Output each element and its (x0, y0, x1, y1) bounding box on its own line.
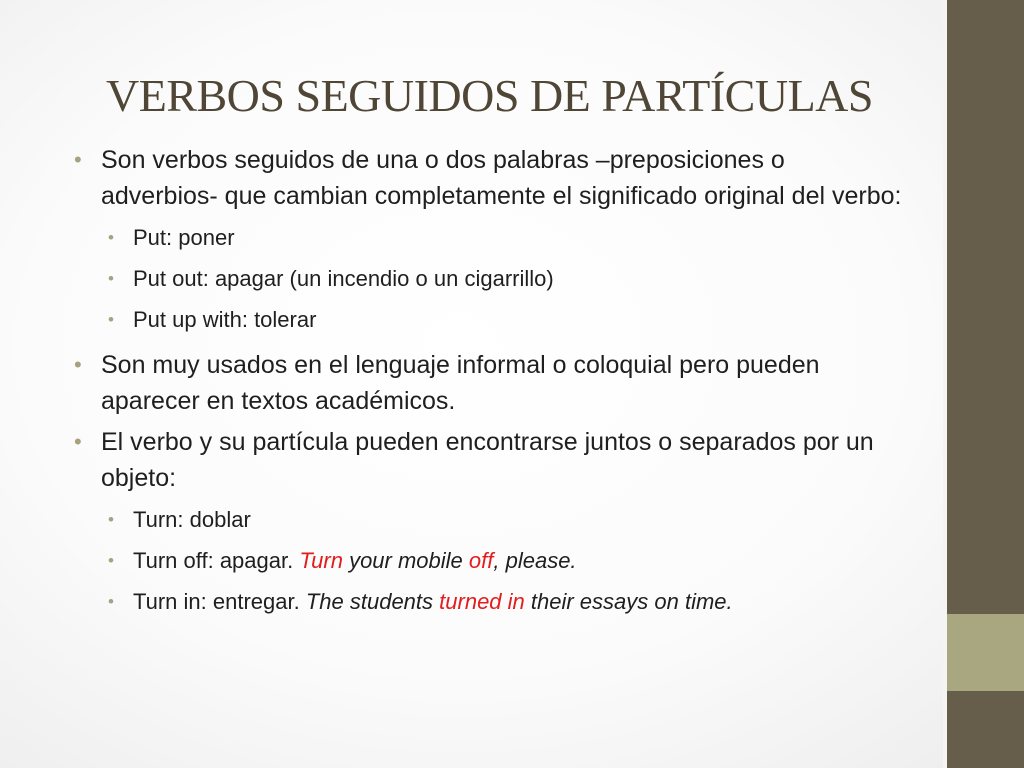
sub-item-put-up-with (72, 306, 902, 334)
sub-list-put (72, 219, 902, 334)
sub-bullet-dot-icon: • (108, 228, 114, 247)
sub-item-lead: Turn off: apagar. (133, 548, 300, 573)
example-highlight-particle: off (468, 548, 494, 573)
sub-item-put-out (72, 265, 902, 293)
sub-item-text: Put: poner (133, 225, 235, 250)
bullet-text: Son verbos seguidos de una o dos palabras –preposiciones o adverbios- que cambian completamente el significado original del verbo: (101, 146, 902, 210)
side-bar-accent (947, 614, 1024, 691)
example-highlight-verb: Turn (299, 548, 343, 573)
bullet-position (72, 424, 902, 496)
bullet-text: Son muy usados en el lenguaje informal o coloquial pero pueden aparecer en textos académicos. (101, 351, 820, 415)
sub-bullet-dot-icon: • (108, 510, 114, 529)
sub-item-lead: Turn in: entregar. (133, 589, 306, 614)
sub-item-text: Put out: apagar (un incendio o un cigarrillo) (133, 266, 554, 291)
bullet-dot-icon: • (74, 147, 82, 172)
bullet-dot-icon: • (74, 429, 82, 454)
sub-bullet-dot-icon: • (108, 551, 114, 570)
sub-item-put (72, 224, 902, 252)
sub-item-turn (72, 506, 902, 534)
example-text: your mobile (342, 548, 469, 573)
sub-item-turn-off (72, 547, 902, 575)
example-text-end: their essays on time. (524, 589, 733, 614)
bullet-definition (72, 142, 902, 214)
sub-item-turn-in (72, 588, 902, 616)
slide-title: VERBOS SEGUIDOS DE PARTÍCULAS (106, 70, 873, 121)
sub-bullet-dot-icon: • (108, 269, 114, 288)
example-text-end: , please. (493, 548, 577, 573)
example-text: The students (305, 589, 440, 614)
slide-content (72, 142, 902, 629)
bullet-usage (72, 347, 902, 419)
sub-bullet-dot-icon: • (108, 592, 114, 611)
sub-bullet-dot-icon: • (108, 310, 114, 329)
bullet-dot-icon: • (74, 352, 82, 377)
sub-item-text: Turn: doblar (133, 507, 251, 532)
sub-list-turn (72, 501, 902, 616)
sub-item-text: Put up with: tolerar (133, 307, 317, 332)
bullet-text: El verbo y su partícula pueden encontrarse juntos o separados por un objeto: (101, 428, 874, 492)
example-highlight-phrasal-verb: turned in (439, 589, 525, 614)
